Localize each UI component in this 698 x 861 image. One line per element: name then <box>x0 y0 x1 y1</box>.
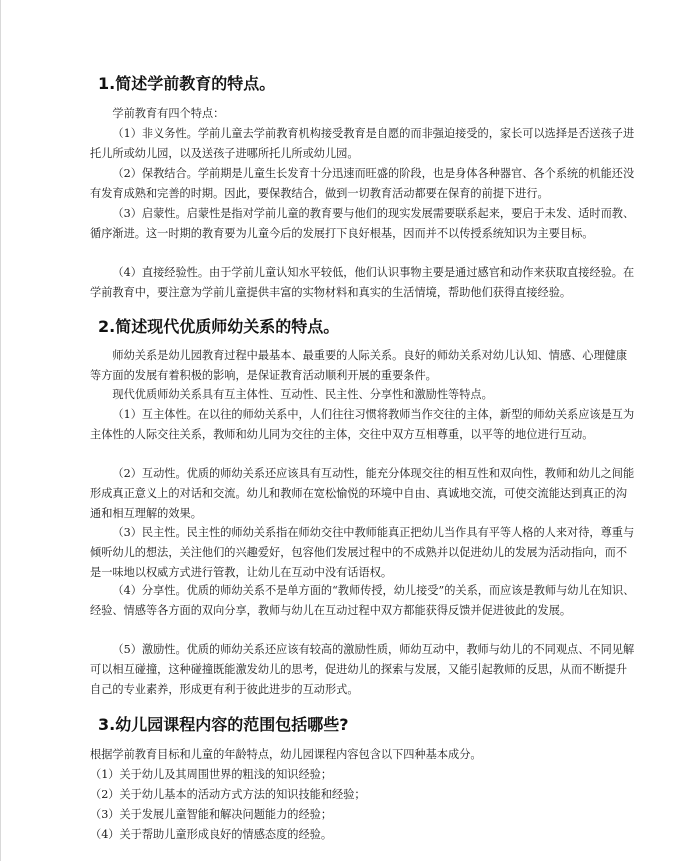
q2-point-3: （3）民主性。民主性的师幼关系指在师幼交往中教师能真正把幼儿当作具有平等人格的人来对待，尊重与倾听幼儿的想法，关注他们的兴趣爱好，包容他们发展过程中的不成熟并以促进幼儿的发展为活动指向，而不是一味地以权威方式进行管教，让幼儿在互动中没有话语权。 <box>90 526 635 579</box>
q1-intro: 学前教育有四个特点： <box>112 107 225 120</box>
q3-item-4: （4）关于帮助儿童形成良好的情感态度的经验。 <box>90 828 333 841</box>
q2-point-4: （4）分享性。优质的师幼关系不是单方面的“教师传授，幼儿接受”的关系，而应该是教师与幼儿在知识、经验、情感等各方面的双向分享，教师与幼儿在互动过程中双方都能获得反馈并促进彼此的发展。 <box>90 584 635 617</box>
q1-point-2: （2）保教结合。学前期是儿童生长发育十分迅速而旺盛的阶段，也是身体各种器官、各个系统的机能还没有发育成熟和完善的时期。因此，要保教结合，做到一切教育活动都要在保育的前提下进行。 <box>90 167 635 200</box>
q3-item-3: （3）关于发展儿童智能和解决问题能力的经验； <box>90 808 333 821</box>
q2-point-5: （5）激励性。优质的师幼关系还应该有较高的激励性质，师幼互动中，教师与幼儿的不同观点、不同见解可以相互碰撞，这种碰撞既能激发幼儿的思考，促进幼儿的探索与发展，又能引起教师的反思，从而不断提升自己的专业素养，形成更有利于彼此进步的互动形式。 <box>90 643 635 696</box>
q2-point-2: （2）互动性。优质的师幼关系还应该具有互动性，能充分体现交往的相互性和双向性，教师和幼儿之间能形成真正意义上的对话和交流。幼儿和教师在宽松愉悦的环境中自由、真诚地交流，可使交流能达到真正的沟通和相互理解的效果。 <box>90 467 635 520</box>
question-3-title: 3.幼儿园课程内容的范围包括哪些? <box>98 715 349 734</box>
q1-point-3: （3）启蒙性。启蒙性是指对学前儿童的教育要与他们的现实发展需要联系起来，要启于未发、适时而教、循序渐进。这一时期的教育要为儿童今后的发展打下良好根基，因而并不以传授系统知识为主要目标。 <box>90 207 635 240</box>
question-1-title: 1.简述学前教育的特点。 <box>98 74 276 93</box>
q2-intro: 师幼关系是幼儿园教育过程中最基本、最重要的人际关系。良好的师幼关系对幼儿认知、情感、心理健康等方面的发展有着积极的影响，是保证教育活动顺利开展的重要条件。 <box>90 349 628 382</box>
q1-point-1: （1）非义务性。学前儿童去学前教育机构接受教育是自愿的而非强迫接受的，家长可以选择是否送孩子进托儿所或幼儿园，以及送孩子进哪所托儿所或幼儿园。 <box>90 127 635 160</box>
q1-point-4: （4）直接经验性。由于学前儿童认知水平较低，他们认识事物主要是通过感官和动作来获取直接经验。在学前教育中，要注意为学前儿童提供丰富的实物材料和真实的生活情境，帮助他们获得直接经验。 <box>90 266 635 299</box>
q2-summary: 现代优质师幼关系具有互主体性、互动性、民主性、分享性和激励性等特点。 <box>112 388 493 401</box>
q3-item-2: （2）关于幼儿基本的活动方式方法的知识技能和经验； <box>90 788 366 801</box>
question-2-title: 2.简述现代优质师幼关系的特点。 <box>98 317 340 336</box>
q3-intro: 根据学前教育目标和儿童的年龄特点，幼儿园课程内容包含以下四种基本成分。 <box>90 748 482 761</box>
q3-item-1: （1）关于幼儿及其周围世界的粗浅的知识经验； <box>90 768 333 781</box>
q2-point-1: （1）互主体性。在以往的师幼关系中，人们往往习惯将教师当作交往的主体，新型的师幼关系应该是互为主体性的人际交往关系，教师和幼儿同为交往的主体，交往中双方互相尊重，以平等的地位进行互动。 <box>90 408 635 441</box>
